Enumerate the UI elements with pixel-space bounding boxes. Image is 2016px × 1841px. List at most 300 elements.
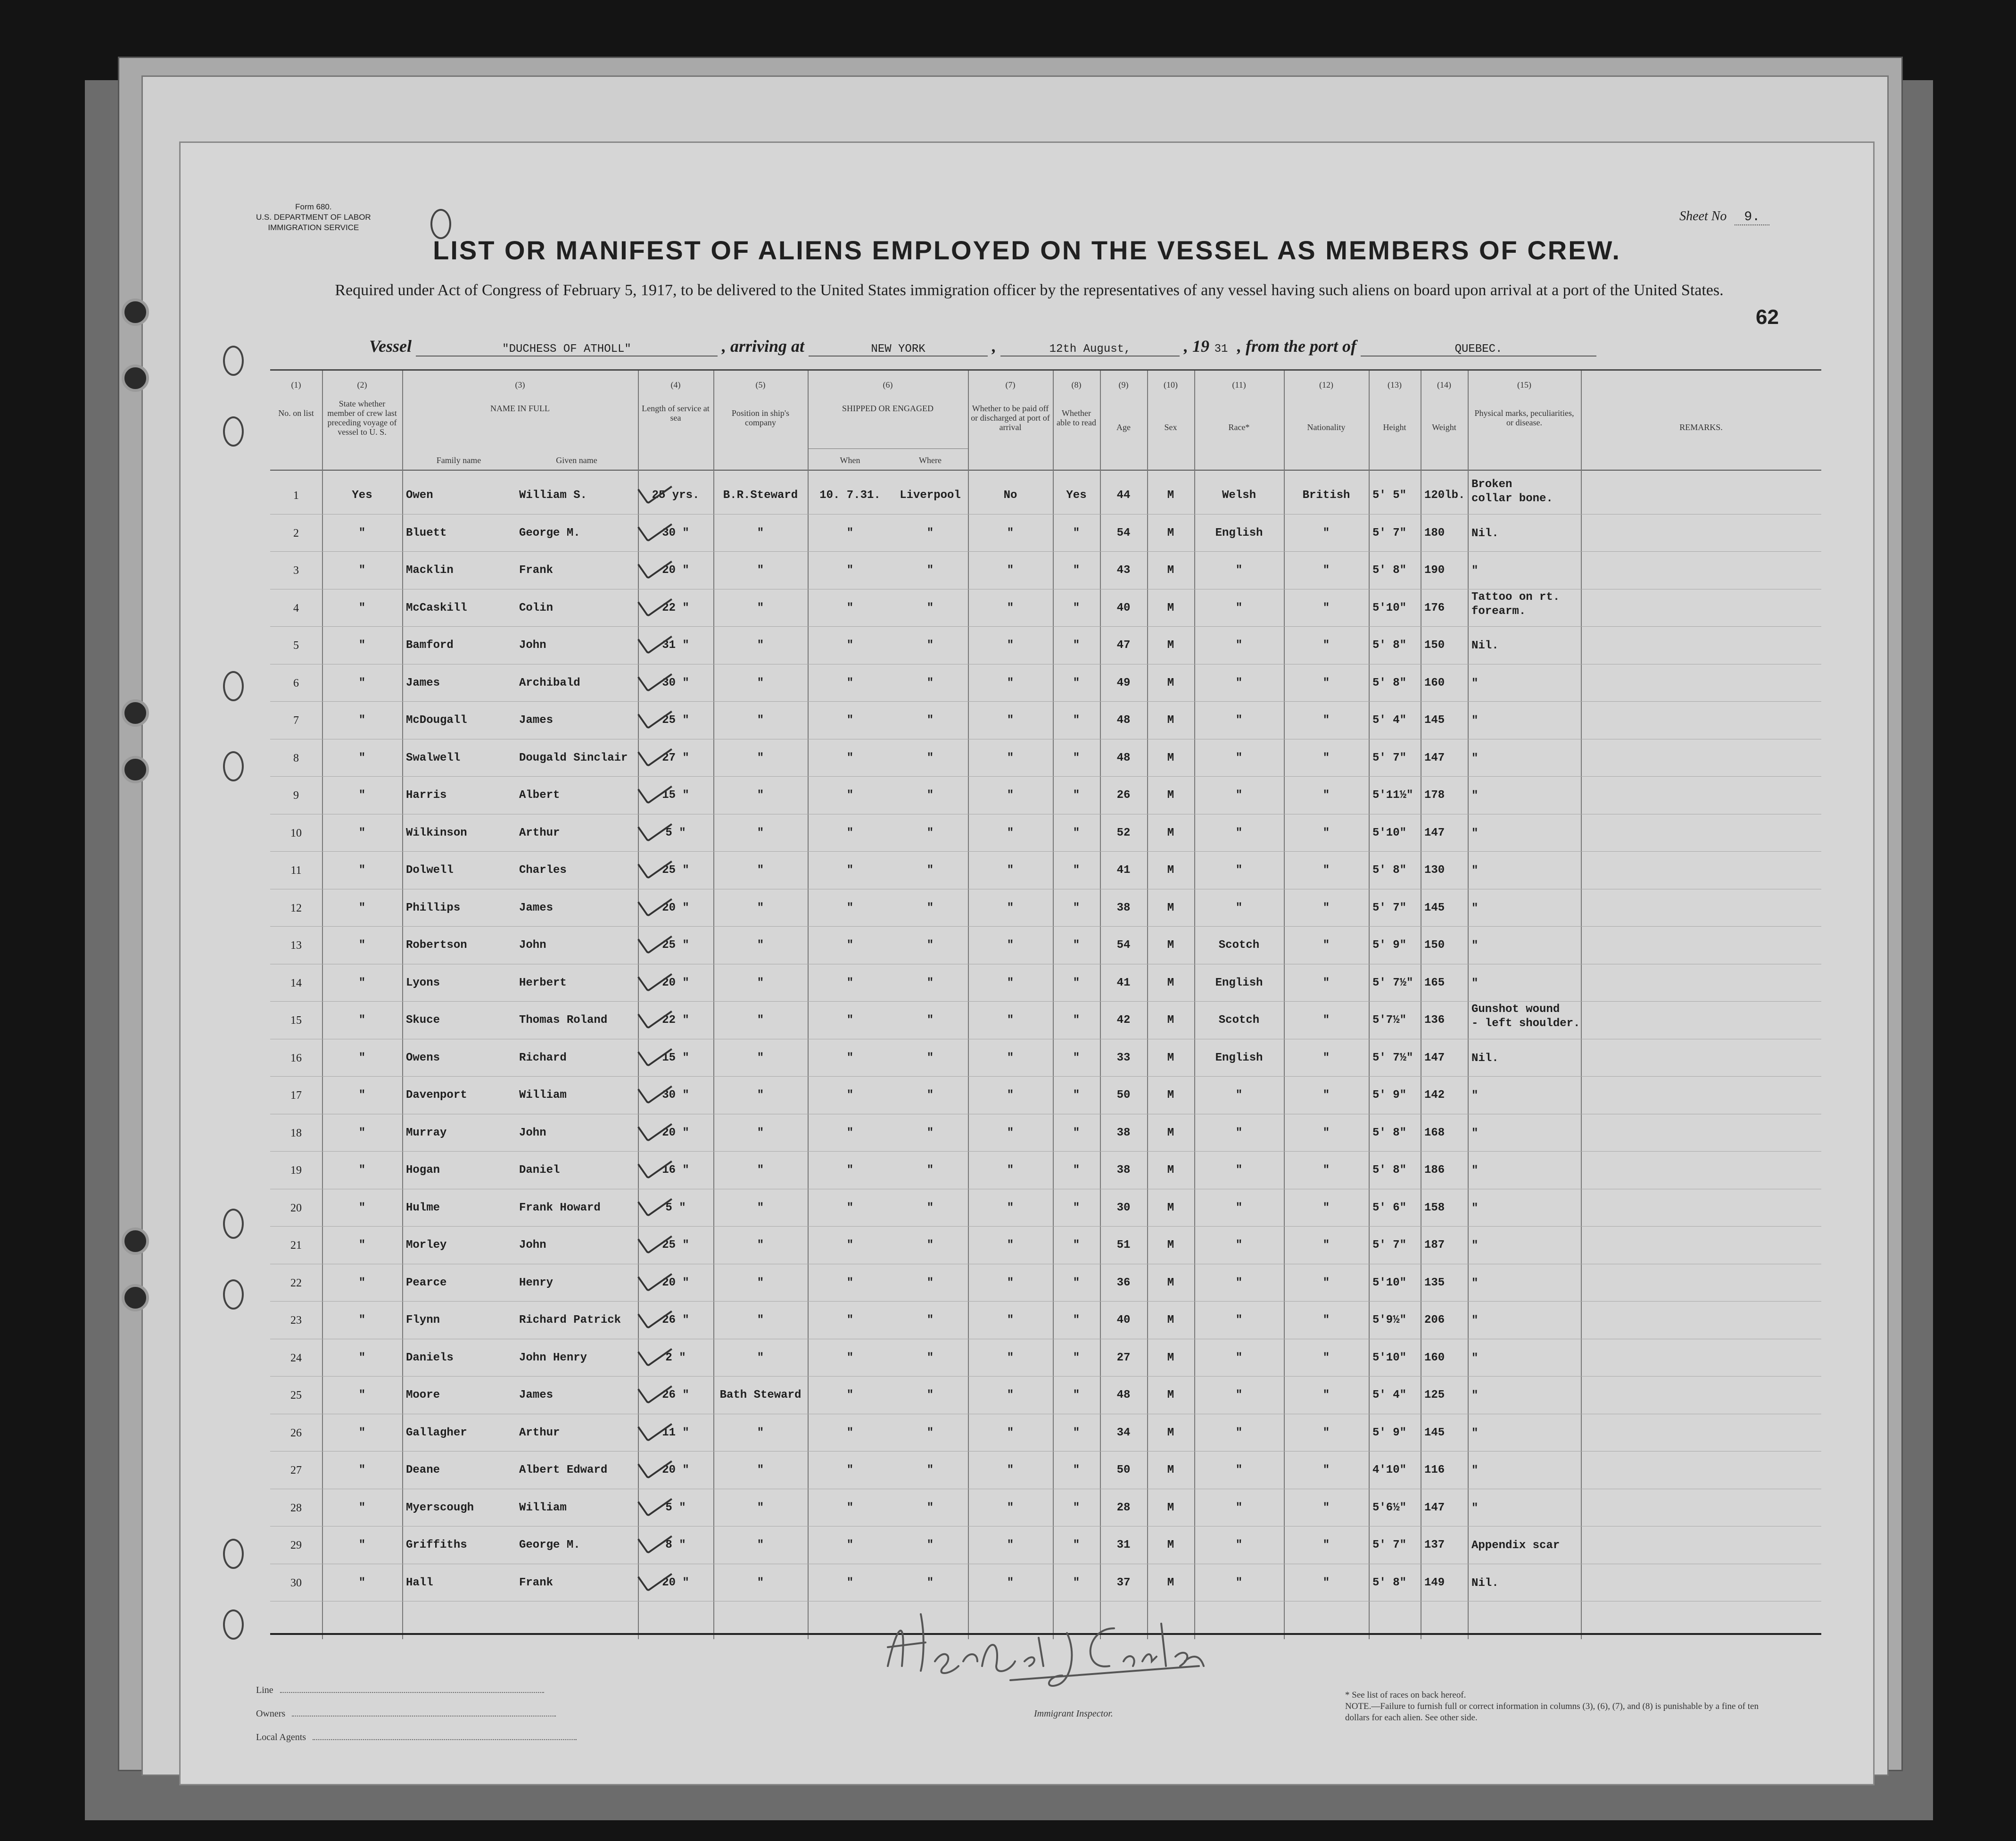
cell-no: 30 xyxy=(290,1576,302,1589)
cell-age: 48 xyxy=(1116,751,1131,764)
cell-length: 15 " xyxy=(662,789,689,802)
table-row xyxy=(270,1227,1821,1264)
cell-no: 10 xyxy=(290,827,302,839)
footer-line-label: Line xyxy=(256,1685,273,1695)
cell-when: " xyxy=(846,1576,854,1589)
cell-age: 40 xyxy=(1116,1314,1131,1327)
cell-where: " xyxy=(926,1201,934,1214)
cell-no: 1 xyxy=(293,489,299,502)
cell-marks: " xyxy=(1471,1202,1479,1215)
cell-given: John xyxy=(519,939,546,952)
cell-marks: " xyxy=(1471,1164,1479,1177)
cell-read: " xyxy=(1073,1201,1080,1214)
cell-paid: " xyxy=(1007,976,1014,989)
cell-when: " xyxy=(846,526,854,539)
cell-state: " xyxy=(358,864,366,877)
cell-length: 30 " xyxy=(662,526,689,539)
cell-height: 5'10" xyxy=(1372,1276,1407,1289)
cell-where: " xyxy=(926,1239,934,1252)
binder-hole xyxy=(122,365,149,392)
cell-sex: M xyxy=(1167,1539,1174,1551)
cell-length: 20 " xyxy=(662,976,689,989)
cell-when: " xyxy=(846,1051,854,1064)
table-header xyxy=(270,371,1821,471)
cell-length: 20 " xyxy=(662,1276,689,1289)
cell-family: Hall xyxy=(406,1576,433,1589)
column-number: (5) xyxy=(755,380,766,390)
cell-position: " xyxy=(757,564,764,577)
cell-sex: M xyxy=(1167,1014,1174,1027)
cell-given: Richard xyxy=(519,1051,567,1064)
cell-no: 24 xyxy=(290,1352,302,1364)
cell-race: " xyxy=(1235,1314,1243,1327)
cell-when: " xyxy=(846,1201,854,1214)
cell-height: 5' 7" xyxy=(1372,526,1407,539)
cell-age: 27 xyxy=(1116,1351,1131,1364)
page-subtitle: Required under Act of Congress of February 5, 1917, to be delivered to the United States immigration officer by the representatives of any vessel having such aliens on board upon arrival at a port of the United States. xyxy=(335,282,1724,299)
cell-sex: M xyxy=(1167,1201,1174,1214)
cell-weight: 165 xyxy=(1424,976,1445,989)
column-number: (11) xyxy=(1232,380,1246,390)
cell-weight: 147 xyxy=(1424,1051,1445,1064)
cell-family: Macklin xyxy=(406,564,454,577)
cell-marks: " xyxy=(1471,714,1479,727)
cell-race: " xyxy=(1235,714,1243,727)
cell-sex: M xyxy=(1167,789,1174,802)
cell-read: " xyxy=(1073,1314,1080,1327)
cell-race: " xyxy=(1235,1239,1243,1252)
table-row xyxy=(270,1489,1821,1527)
cell-family: McDougall xyxy=(406,714,467,727)
table-row xyxy=(270,1377,1821,1414)
cell-when: " xyxy=(846,1239,854,1252)
cell-where: " xyxy=(926,1501,934,1514)
cell-length: 25 " xyxy=(662,939,689,952)
table-row xyxy=(270,889,1821,927)
cell-paid: " xyxy=(1007,676,1014,689)
cell-given: Frank xyxy=(519,1576,554,1589)
cell-nationality: " xyxy=(1322,1201,1330,1214)
sheet-label: Sheet No xyxy=(1679,209,1727,224)
cell-given: Albert xyxy=(519,789,560,802)
cell-sex: M xyxy=(1167,1501,1174,1514)
cell-paid: " xyxy=(1007,1201,1014,1214)
cell-family: James xyxy=(406,676,440,689)
cell-given: James xyxy=(519,714,554,727)
cell-sex: M xyxy=(1167,1164,1174,1177)
arrival-date: 12th August, xyxy=(1000,343,1180,357)
cell-read: " xyxy=(1073,1426,1080,1439)
cell-age: 49 xyxy=(1116,676,1131,689)
cell-race: English xyxy=(1215,526,1263,539)
cell-given: William S. xyxy=(519,489,587,502)
cell-where: " xyxy=(926,1464,934,1476)
arriving-label: , arriving at xyxy=(722,337,805,356)
cell-read: " xyxy=(1073,1014,1080,1027)
cell-weight: 160 xyxy=(1424,1351,1445,1364)
cell-state: " xyxy=(358,1201,366,1214)
cell-nationality: " xyxy=(1322,1239,1330,1252)
cell-family: Flynn xyxy=(406,1314,440,1327)
table-row xyxy=(270,1302,1821,1339)
cell-paid: " xyxy=(1007,1164,1014,1177)
cell-state: " xyxy=(358,1389,366,1401)
cell-nationality: " xyxy=(1322,1389,1330,1401)
cell-weight: 145 xyxy=(1424,1426,1445,1439)
cell-read: " xyxy=(1073,1089,1080,1102)
cell-height: 5' 5" xyxy=(1372,489,1407,502)
punch-hole-icon xyxy=(223,751,244,781)
cell-weight: 136 xyxy=(1424,1014,1445,1027)
cell-where: " xyxy=(926,1051,934,1064)
cell-height: 5'10" xyxy=(1372,826,1407,839)
cell-read: " xyxy=(1073,1276,1080,1289)
cell-where: " xyxy=(926,939,934,952)
cell-position: " xyxy=(757,864,764,877)
cell-length: 25 " xyxy=(662,714,689,727)
cell-state: " xyxy=(358,1164,366,1177)
cell-length: 20 " xyxy=(662,1576,689,1589)
table-row xyxy=(270,852,1821,889)
column-header-paid-off: Whether to be paid off or discharged at port of arrival xyxy=(971,404,1050,432)
vessel-line: Vessel "DUCHESS OF ATHOLL" , arriving at NEW YORK , 12th August, , 19 31 , from the port of QUEBEC. xyxy=(369,336,1596,357)
cell-sex: M xyxy=(1167,939,1174,952)
cell-read: " xyxy=(1073,676,1080,689)
cell-given: George M. xyxy=(519,526,580,539)
cell-marks: " xyxy=(1471,564,1479,577)
cell-no: 11 xyxy=(290,864,302,877)
cell-state: " xyxy=(358,1464,366,1476)
table-row xyxy=(270,477,1821,514)
cell-race: " xyxy=(1235,1464,1243,1476)
cell-read: " xyxy=(1073,826,1080,839)
cell-height: 5' 9" xyxy=(1372,939,1407,952)
cell-length: 2 " xyxy=(665,1351,686,1364)
cell-given: George M. xyxy=(519,1539,580,1551)
cell-marks: " xyxy=(1471,1239,1479,1252)
cell-where: " xyxy=(926,1164,934,1177)
cell-nationality: " xyxy=(1322,526,1330,539)
table-row xyxy=(270,1526,1821,1564)
cell-where: " xyxy=(926,901,934,914)
cell-race: " xyxy=(1235,1576,1243,1589)
cell-position: B.R.Steward xyxy=(723,489,798,502)
manifest-table xyxy=(270,369,1821,1639)
cell-paid: " xyxy=(1007,1389,1014,1401)
cell-given: Dougald Sinclair xyxy=(519,751,628,764)
cell-weight: 149 xyxy=(1424,1576,1445,1589)
cell-family: Dolwell xyxy=(406,864,454,877)
punch-hole-icon xyxy=(223,1539,244,1569)
cell-family: Robertson xyxy=(406,939,467,952)
cell-race: " xyxy=(1235,864,1243,877)
cell-where: " xyxy=(926,1014,934,1027)
cell-paid: No xyxy=(1003,489,1017,502)
cell-height: 5' 4" xyxy=(1372,1389,1407,1401)
cell-marks: " xyxy=(1471,1352,1479,1365)
cell-no: 3 xyxy=(293,564,299,577)
cell-position: " xyxy=(757,939,764,952)
cell-marks: " xyxy=(1471,1501,1479,1515)
cell-paid: " xyxy=(1007,601,1014,614)
cell-sex: M xyxy=(1167,901,1174,914)
cell-position: " xyxy=(757,901,764,914)
cell-marks: Appendix scar xyxy=(1471,1539,1560,1552)
cell-weight: 176 xyxy=(1424,601,1445,614)
table-row xyxy=(270,1264,1821,1302)
cell-no: 29 xyxy=(290,1539,302,1551)
cell-length: 30 " xyxy=(662,1089,689,1102)
cell-height: 5'7½" xyxy=(1372,1014,1407,1027)
cell-read: " xyxy=(1073,601,1080,614)
cell-age: 41 xyxy=(1116,864,1131,877)
cell-weight: 142 xyxy=(1424,1089,1445,1102)
cell-when: " xyxy=(846,1501,854,1514)
cell-no: 18 xyxy=(290,1127,302,1139)
cell-marks: " xyxy=(1471,827,1479,840)
cell-no: 23 xyxy=(290,1314,302,1327)
column-header-remarks: REMARKS. xyxy=(1679,423,1723,432)
cell-race: " xyxy=(1235,1389,1243,1401)
cell-given: Colin xyxy=(519,601,554,614)
cell-where: Liverpool xyxy=(900,489,961,502)
page-title: LIST OR MANIFEST OF ALIENS EMPLOYED ON THE VESSEL AS MEMBERS OF CREW. xyxy=(433,235,1621,265)
cell-nationality: " xyxy=(1322,789,1330,802)
cell-height: 5' 9" xyxy=(1372,1089,1407,1102)
cell-nationality: " xyxy=(1322,901,1330,914)
cell-given: Charles xyxy=(519,864,567,877)
cell-state: " xyxy=(358,1314,366,1327)
cell-length: 25 " xyxy=(662,1239,689,1252)
column-header-weight: Weight xyxy=(1432,423,1456,432)
cell-where: " xyxy=(926,1276,934,1289)
column-number: (2) xyxy=(357,380,367,390)
cell-given: Richard Patrick xyxy=(519,1314,621,1327)
cell-nationality: " xyxy=(1322,601,1330,614)
cell-nationality: " xyxy=(1322,676,1330,689)
cell-marks: " xyxy=(1471,939,1479,952)
cell-weight: 125 xyxy=(1424,1389,1445,1401)
sheet-number xyxy=(1679,209,1769,224)
cell-sex: M xyxy=(1167,976,1174,989)
table-row xyxy=(270,1339,1821,1377)
cell-position: " xyxy=(757,601,764,614)
cell-no: 8 xyxy=(293,752,299,764)
cell-weight: 150 xyxy=(1424,639,1445,652)
cell-family: Davenport xyxy=(406,1089,467,1102)
table-row xyxy=(270,627,1821,664)
cell-marks: Nil. xyxy=(1471,1576,1499,1590)
cell-when: " xyxy=(846,1089,854,1102)
cell-height: 5'6½" xyxy=(1372,1501,1407,1514)
punch-hole-icon xyxy=(223,346,244,376)
cell-length: 5 " xyxy=(665,826,686,839)
column-number: (6) xyxy=(883,380,893,390)
cell-state: " xyxy=(358,564,366,577)
cell-height: 5' 7" xyxy=(1372,1539,1407,1551)
inspector-label: Immigrant Inspector. xyxy=(1034,1708,1113,1719)
cell-sex: M xyxy=(1167,1239,1174,1252)
table-row xyxy=(270,1451,1821,1489)
cell-read: " xyxy=(1073,901,1080,914)
column-header-given-name: Given name xyxy=(556,456,597,465)
cell-sex: M xyxy=(1167,826,1174,839)
cell-age: 48 xyxy=(1116,714,1131,727)
cell-nationality: " xyxy=(1322,1464,1330,1476)
table-row xyxy=(270,664,1821,702)
cell-length: 30 " xyxy=(662,676,689,689)
cell-no: 20 xyxy=(290,1202,302,1214)
cell-sex: M xyxy=(1167,751,1174,764)
cell-length: 22 " xyxy=(662,601,689,614)
cell-given: John xyxy=(519,639,546,652)
cell-state: " xyxy=(358,751,366,764)
cell-race: Scotch xyxy=(1218,1014,1260,1027)
column-number: (14) xyxy=(1437,380,1451,390)
cell-given: John Henry xyxy=(519,1351,587,1364)
cell-sex: M xyxy=(1167,714,1174,727)
cell-length: 25 " xyxy=(662,864,689,877)
cell-position: " xyxy=(757,1051,764,1064)
cell-state: " xyxy=(358,676,366,689)
cell-race: " xyxy=(1235,601,1243,614)
cell-length: 25 yrs. xyxy=(652,489,700,502)
cell-age: 38 xyxy=(1116,1164,1131,1177)
column-number: (3) xyxy=(515,380,525,390)
cell-where: " xyxy=(926,676,934,689)
table-row xyxy=(270,1002,1821,1039)
cell-race: " xyxy=(1235,1089,1243,1102)
cell-when: " xyxy=(846,1126,854,1139)
cell-length: 27 " xyxy=(662,751,689,764)
cell-weight: 145 xyxy=(1424,901,1445,914)
form-header xyxy=(256,202,371,233)
table-row xyxy=(270,1039,1821,1077)
cell-where: " xyxy=(926,526,934,539)
cell-given: James xyxy=(519,1389,554,1401)
manifest-page xyxy=(179,141,1875,1785)
cell-height: 5'11½" xyxy=(1372,789,1413,802)
cell-family: McCaskill xyxy=(406,601,467,614)
cell-sex: M xyxy=(1167,1051,1174,1064)
cell-given: Herbert xyxy=(519,976,567,989)
cell-read: " xyxy=(1073,714,1080,727)
cell-given: Henry xyxy=(519,1276,554,1289)
cell-read: " xyxy=(1073,939,1080,952)
cell-when: " xyxy=(846,601,854,614)
cell-when: " xyxy=(846,1426,854,1439)
cell-family: Swalwell xyxy=(406,751,461,764)
cell-age: 33 xyxy=(1116,1051,1131,1064)
table-row xyxy=(270,1414,1821,1452)
cell-where: " xyxy=(926,789,934,802)
cell-when: " xyxy=(846,564,854,577)
cell-sex: M xyxy=(1167,1426,1174,1439)
cell-age: 26 xyxy=(1116,789,1131,802)
cell-read: " xyxy=(1073,564,1080,577)
cell-nationality: " xyxy=(1322,939,1330,952)
cell-weight: 187 xyxy=(1424,1239,1445,1252)
cell-race: " xyxy=(1235,639,1243,652)
cell-marks: Nil. xyxy=(1471,639,1499,652)
cell-height: 5' 8" xyxy=(1372,564,1407,577)
cell-height: 5' 8" xyxy=(1372,1576,1407,1589)
table-row xyxy=(270,1077,1821,1114)
cell-position: " xyxy=(757,1276,764,1289)
cell-state: " xyxy=(358,976,366,989)
cell-nationality: " xyxy=(1322,1314,1330,1327)
cell-paid: " xyxy=(1007,1426,1014,1439)
cell-height: 5' 8" xyxy=(1372,1126,1407,1139)
cell-weight: 150 xyxy=(1424,939,1445,952)
cell-nationality: " xyxy=(1322,714,1330,727)
cell-nationality: " xyxy=(1322,1426,1330,1439)
cell-read: " xyxy=(1073,639,1080,652)
cell-sex: M xyxy=(1167,1089,1174,1102)
cell-marks: Broken collar bone. xyxy=(1471,478,1553,505)
cell-when: " xyxy=(846,1014,854,1027)
cell-weight: 116 xyxy=(1424,1464,1445,1476)
cell-no: 2 xyxy=(293,527,299,539)
race-note: * See list of races on back hereof. xyxy=(1345,1690,1466,1700)
cell-read: " xyxy=(1073,976,1080,989)
cell-nationality: " xyxy=(1322,639,1330,652)
year-prefix: 19 xyxy=(1192,337,1210,356)
cell-height: 5' 8" xyxy=(1372,676,1407,689)
cell-when: " xyxy=(846,901,854,914)
cell-paid: " xyxy=(1007,751,1014,764)
column-header-age: Age xyxy=(1116,423,1131,432)
cell-read: " xyxy=(1073,1389,1080,1401)
cell-race: " xyxy=(1235,564,1243,577)
cell-paid: " xyxy=(1007,939,1014,952)
cell-state: " xyxy=(358,1126,366,1139)
cell-family: Phillips xyxy=(406,901,461,914)
column-header-sex: Sex xyxy=(1164,423,1177,432)
cell-age: 43 xyxy=(1116,564,1131,577)
cell-race: " xyxy=(1235,1164,1243,1177)
cell-family: Deane xyxy=(406,1464,440,1476)
column-header-marks: Physical marks, peculiarities, or disease. xyxy=(1474,408,1574,427)
cell-family: Hogan xyxy=(406,1164,440,1177)
cell-sex: M xyxy=(1167,1276,1174,1289)
cell-family: Myerscough xyxy=(406,1501,474,1514)
cell-when: " xyxy=(846,676,854,689)
cell-length: 20 " xyxy=(662,1464,689,1476)
cell-no: 16 xyxy=(290,1052,302,1064)
cell-weight: 147 xyxy=(1424,751,1445,764)
cell-where: " xyxy=(926,864,934,877)
cell-paid: " xyxy=(1007,789,1014,802)
cell-nationality: " xyxy=(1322,976,1330,989)
cell-sex: M xyxy=(1167,639,1174,652)
cell-age: 41 xyxy=(1116,976,1131,989)
cell-race: " xyxy=(1235,1501,1243,1514)
penalty-note: NOTE.—Failure to furnish full or correct information in columns (3), (6), (7), and (8) is punishable by a fine of ten dollars for each alien. See other side. xyxy=(1345,1701,1759,1723)
cell-height: 5' 7½" xyxy=(1372,1051,1413,1064)
cell-position: " xyxy=(757,1314,764,1327)
cell-no: 27 xyxy=(290,1464,302,1476)
cell-weight: 137 xyxy=(1424,1539,1445,1551)
cell-no: 25 xyxy=(290,1389,302,1401)
cell-race: English xyxy=(1215,1051,1263,1064)
cell-given: William xyxy=(519,1501,567,1514)
column-header-shipped: SHIPPED OR ENGAGED xyxy=(842,404,934,413)
column-header-position: Position in ship's company xyxy=(731,408,790,427)
column-number: (8) xyxy=(1071,380,1082,390)
cell-when: 10. 7.31. xyxy=(819,489,881,502)
cell-where: " xyxy=(926,1126,934,1139)
